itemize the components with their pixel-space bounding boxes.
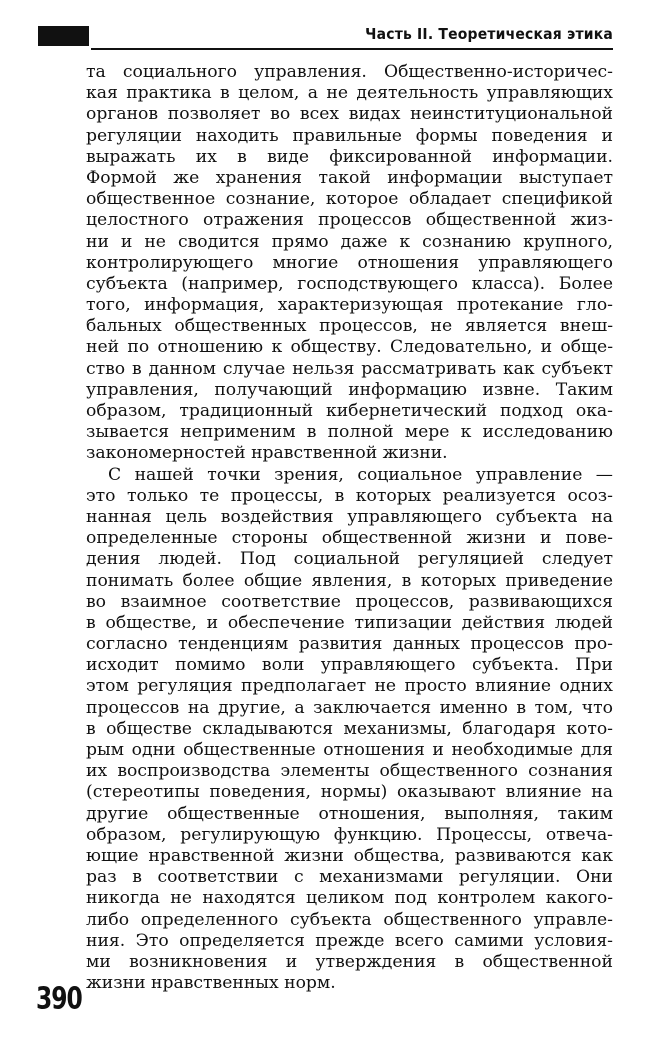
text-line: субъекта (например, господствующего класса). Более	[86, 273, 613, 294]
text-line: дения людей. Под социальной регуляцией следует	[86, 549, 613, 570]
text-line: в обществе складываются механизмы, благодаря кото-	[86, 718, 613, 739]
text-line: нанная цель воздействия управляющего субъекта на	[86, 506, 613, 527]
header-title: Часть II. Теоретическая этика	[365, 25, 613, 43]
paragraph	[86, 62, 613, 465]
text-line: регуляции находить правильные формы поведения и	[86, 125, 613, 146]
text-line: контролирующего многие отношения управляющего	[86, 252, 613, 273]
text-line: либо определенного субъекта общественного управле-	[86, 909, 613, 930]
text-line: выражать их в виде фиксированной информации.	[86, 146, 613, 167]
text-line: раз в соответствии с механизмами регуляции. Они	[86, 867, 613, 888]
text-line: процессов на другие, а заключается именно в том, что	[86, 697, 613, 718]
text-line: того, информация, характеризующая протекание гло-	[86, 295, 613, 316]
text-line: Формой же хранения такой информации выступает	[86, 167, 613, 188]
header-rule	[91, 48, 613, 50]
text-line: бальных общественных процессов, не является внеш-	[86, 316, 613, 337]
text-line: жизни нравственных норм.	[86, 973, 336, 994]
text-line: определенные стороны общественной жизни и пове-	[86, 528, 613, 549]
text-line: ство в данном случае нельзя рассматривать как субъект	[86, 358, 613, 379]
running-header	[38, 24, 613, 48]
text-line: во взаимное соответствие процессов, развивающихся	[86, 591, 613, 612]
body-text	[86, 62, 613, 994]
text-line: никогда не находятся целиком под контролем какого-	[86, 888, 613, 909]
text-line: та социального управления. Общественно-историчес-	[86, 62, 613, 82]
text-line: управления, получающий информацию извне. Таким	[86, 379, 613, 400]
text-line: рым одни общественные отношения и необходимые для	[86, 740, 613, 760]
text-line: ней по отношению к обществу. Следовательно, и обще-	[86, 337, 613, 358]
text-line: зывается неприменим в полной мере к исследованию	[86, 422, 613, 443]
text-line: общественное сознание, которое обладает спецификой	[86, 189, 613, 210]
text-line: образом, традиционный кибернетический подход ока-	[86, 401, 613, 421]
text-line: ющие нравственной жизни общества, развиваются как	[86, 845, 613, 866]
text-line: С нашей точки зрения, социальное управление —	[108, 464, 613, 485]
text-line: это только те процессы, в которых реализуется осоз-	[86, 485, 613, 506]
text-line: органов позволяет во всех видах неинституциональной	[86, 104, 613, 125]
text-line: ния. Это определяется прежде всего самими условия-	[86, 930, 613, 951]
text-line: в обществе, и обеспечение типизации действия людей	[86, 612, 613, 633]
text-line: образом, регулирующую функцию. Процессы, отвеча-	[86, 824, 613, 845]
text-line: кая практика в целом, а не деятельность управляющих	[86, 83, 613, 104]
header-black-block	[38, 26, 89, 46]
text-line: целостного отражения процессов общественной жиз-	[86, 210, 613, 231]
page-number: 390	[36, 982, 82, 1017]
text-line: ни и не сводится прямо даже к сознанию крупного,	[86, 231, 613, 252]
text-line: их воспроизводства элементы общественного сознания	[86, 761, 613, 782]
text-line: согласно тенденциям развития данных процессов про-	[86, 634, 613, 655]
text-line: другие общественные отношения, выполняя, таким	[86, 803, 613, 824]
text-line: (стереотипы поведения, нормы) оказывают влияние на	[86, 782, 613, 803]
text-line: ми возникновения и утверждения в общественной	[86, 951, 613, 972]
text-line: закономерностей нравственной жизни.	[86, 443, 448, 464]
text-line: исходит помимо воли управляющего субъекта. При	[86, 655, 613, 676]
paragraph	[86, 465, 613, 995]
text-line: этом регуляция предполагает не просто влияние одних	[86, 676, 613, 697]
text-line: понимать более общие явления, в которых приведение	[86, 570, 613, 591]
